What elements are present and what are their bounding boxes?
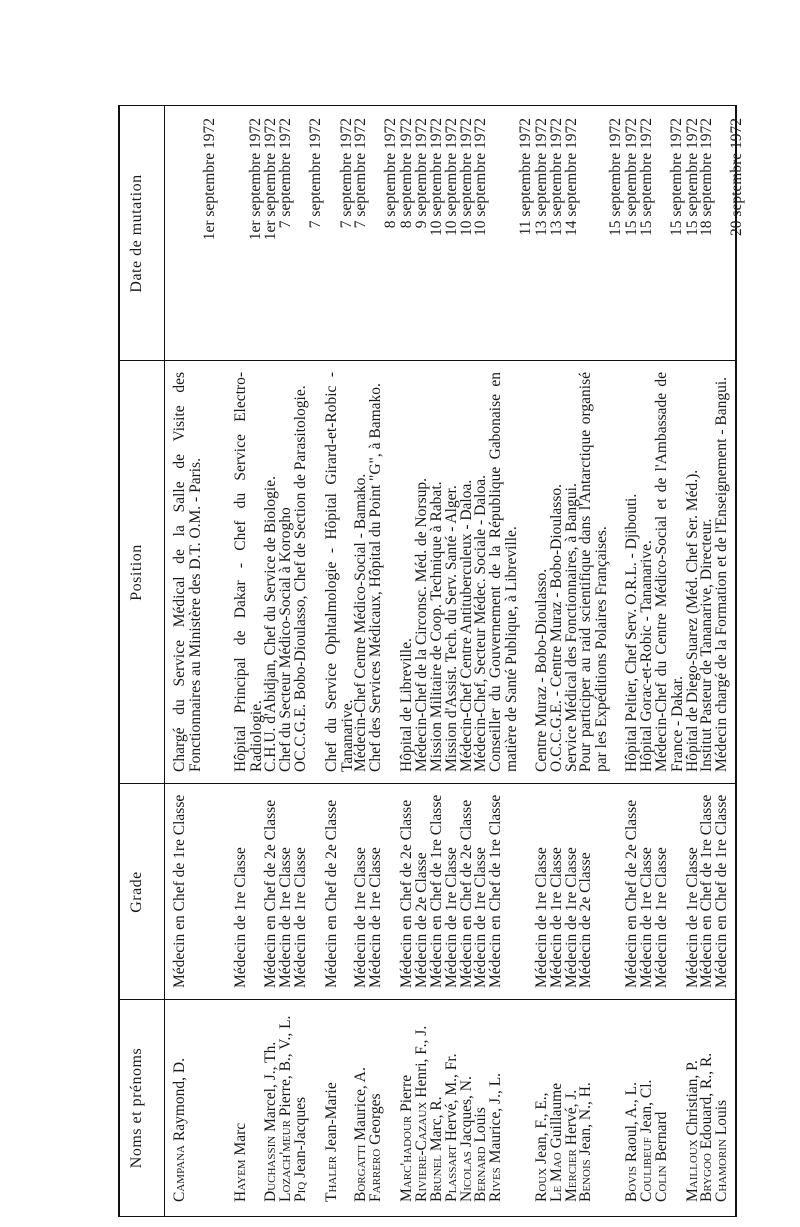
surname: Duchassin xyxy=(262,1135,279,1202)
given-names: Edouard, R., R. xyxy=(698,1052,715,1154)
given-names: Hervé, J. xyxy=(563,1089,580,1150)
given-names: Christian, P. xyxy=(684,1060,701,1140)
row-name xyxy=(488,1073,504,1202)
row-grade: Médecin de 1re Classe xyxy=(232,847,249,988)
surname: Mailloux xyxy=(684,1139,701,1202)
given-names: Jean, F., E., xyxy=(533,1092,550,1168)
surname: Plassart xyxy=(443,1145,460,1202)
given-names: Jean-Jacques xyxy=(292,1096,309,1182)
row-position: Médecin-Chef Centre Médico-Social - Bamako. xyxy=(352,473,369,772)
surname: Farrero xyxy=(367,1148,384,1202)
given-names: Raymond, D. xyxy=(171,1058,188,1145)
row-position: Conseiller du Gouvernement de la République Gabonaise en matière de Santé Publique, à Libreville. xyxy=(487,372,521,772)
given-names: Marc xyxy=(232,1122,249,1160)
row-name xyxy=(293,1097,309,1202)
given-names: Jean, N., H. xyxy=(577,1082,594,1160)
surname: Nicolas xyxy=(458,1151,475,1202)
row-grade: Médecin de 1re Classe xyxy=(563,847,580,988)
row-date: 15 septembre 1972 xyxy=(607,118,624,236)
row-name xyxy=(368,1094,384,1203)
surname: Campana xyxy=(171,1144,188,1202)
given-names: Jean-Marie xyxy=(323,1082,340,1156)
column-divider xyxy=(120,360,735,361)
given-names: Guillaume xyxy=(548,1082,565,1153)
row-date: 15 septembre 1972 xyxy=(684,118,701,236)
surname: Mercier xyxy=(563,1149,580,1202)
given-names: Hervé, M., Fr. xyxy=(443,1053,460,1146)
row-date: 13 septembre 1972 xyxy=(548,118,565,236)
row-date: 18 septembre 1972 xyxy=(698,118,715,236)
given-names: Louis xyxy=(472,1107,489,1147)
mutation-table xyxy=(118,105,745,1217)
row-position: Service Médical des Fonctionnaires, à Bangui. xyxy=(563,483,580,772)
row-date: 9 septembre 1972 xyxy=(413,118,430,229)
header-grade: Grade xyxy=(128,871,145,913)
row-position: Hôpital Gorac-et-Robic - Tananarive. xyxy=(638,540,655,772)
row-grade: Médecin en Chef de 1re Classe xyxy=(171,794,188,988)
header-rule xyxy=(164,106,165,1216)
row-grade: Médecin de 1re Classe xyxy=(548,847,565,988)
row-grade: Médecin de 1re Classe xyxy=(277,847,294,988)
given-names: Marc, R. xyxy=(428,1096,445,1155)
row-name xyxy=(654,1112,670,1202)
surname: Hayem xyxy=(232,1159,249,1202)
row-date: 10 septembre 1972 xyxy=(458,118,475,236)
row-position: Mission d'Assist. Tech. du Serv. Santé - Alger. xyxy=(443,485,460,772)
row-position: Hôpital Peltier, Chef Serv. O.R.L. - Djibouti. xyxy=(623,493,640,772)
row-name xyxy=(714,1100,730,1202)
column-divider xyxy=(120,999,735,1000)
row-date: 13 septembre 1972 xyxy=(533,118,550,236)
surname: Coulibeuf xyxy=(638,1137,655,1202)
row-grade: Médecin en Chef de 2e Classe xyxy=(323,799,340,988)
row-date: 1er septembre 1972 xyxy=(247,118,264,241)
given-names: Jacques, N. xyxy=(458,1076,475,1152)
surname: Bernard xyxy=(472,1146,489,1202)
row-date: 7 septembre 1972 xyxy=(277,118,294,229)
row-date: 10 septembre 1972 xyxy=(443,118,460,236)
surname: Piq xyxy=(292,1181,309,1202)
given-names: Marcel, J., Th. xyxy=(262,1041,279,1136)
row-position: Mission Militaire de Coop. Technique à Rabat. xyxy=(428,481,445,772)
row-position: Médecin-Chef, Secteur Médec. Sociale - Daloa. xyxy=(472,475,489,772)
given-names: Henri, F., J. xyxy=(413,1025,430,1102)
given-names: Pierre, B., V., L. xyxy=(277,1015,294,1121)
given-names: Maurice, J., L. xyxy=(487,1072,504,1168)
row-grade: Médecin en Chef de 2e Classe xyxy=(623,799,640,988)
row-position: C.H.U. d'Abidjan, Chef du Service de Biologie. xyxy=(262,476,279,772)
row-date: 10 septembre 1972 xyxy=(472,118,489,236)
row-grade: Médecin en Chef de 1re Classe xyxy=(428,794,445,988)
header-names: Noms et prénoms xyxy=(128,1047,145,1169)
surname: Lozach'meur xyxy=(277,1120,294,1202)
header-date: Date de mutation xyxy=(128,174,145,293)
column-divider xyxy=(120,783,735,784)
row-grade: Médecin de 1re Classe xyxy=(367,847,384,988)
row-grade: Médecin en Chef de 2e Classe xyxy=(262,799,279,988)
row-position: Médecin-Chef Centre Antituberculeux - Daloa. xyxy=(458,479,475,772)
row-date: 11 septembre 1972 xyxy=(517,118,534,236)
surname: Roux xyxy=(533,1167,550,1202)
row-grade: Médecin de 1re Classe xyxy=(472,847,489,988)
row-position: Centre Muraz - Bobo-Dioulasso. xyxy=(533,568,550,772)
row-grade: Médecin en Chef de 2e Classe xyxy=(458,799,475,988)
row-date: 15 septembre 1972 xyxy=(668,118,685,236)
given-names: Pierre xyxy=(398,1074,415,1116)
row-grade: Médecin de 1re Classe xyxy=(684,847,701,988)
row-name xyxy=(578,1082,594,1202)
row-grade: Médecin de 1re Classe xyxy=(292,847,309,988)
given-names: Louis xyxy=(713,1099,730,1140)
row-grade: Médecin de 1re Classe xyxy=(653,847,670,988)
surname: Thaler xyxy=(323,1155,340,1202)
given-names: Raoul, A., L. xyxy=(623,1082,640,1166)
row-grade: Médecin de 1re Classe xyxy=(352,847,369,988)
row-position: Médecin-Chef du Centre Médico-Social et de l'Ambassade de France - Dakar. xyxy=(653,372,687,772)
row-date: 15 septembre 1972 xyxy=(638,118,655,236)
row-grade: Médecin de 2e Classe xyxy=(577,852,594,988)
row-grade: Médecin de 1re Classe xyxy=(533,847,550,988)
row-grade: Médecin en Chef de 1re Classe xyxy=(713,794,730,988)
row-grade: Médecin de 1re Classe xyxy=(638,847,655,988)
row-position: Chef des Services Médicaux, Hôpital du Point "G", à Bamako. xyxy=(367,383,384,772)
surname: Riviere-Cazaux xyxy=(413,1101,430,1202)
row-grade: Médecin en Chef de 1re Classe xyxy=(487,794,504,988)
row-position: O.C.C.G.E. - Centre Muraz - Bobo-Dioulasso. xyxy=(548,484,565,772)
row-date: 7 septembre 1972 xyxy=(352,118,369,229)
row-position: Institut Pasteur de Tananarive, Directeur. xyxy=(698,518,715,772)
surname: Marc'hadour xyxy=(398,1115,415,1202)
row-position: Hôpital de Libreville. xyxy=(398,638,415,772)
row-position: Hôpital Principal de Dakar - Chef du Service Electro-Radiologie. xyxy=(232,372,266,772)
row-position: Médecin-Chef de la Circonsc. Méd. de Norsup. xyxy=(413,478,430,772)
row-position: Hôpital de Diego-Suarez (Méd. Chef Ser. Méd.). xyxy=(684,469,701,772)
row-date: 8 septembre 1972 xyxy=(382,118,399,229)
row-date: 14 septembre 1972 xyxy=(563,118,580,236)
row-grade: Médecin de 2e Classe xyxy=(413,852,430,988)
given-names: Georges xyxy=(367,1093,384,1149)
row-date: 8 septembre 1972 xyxy=(398,118,415,229)
surname: Brunel xyxy=(428,1154,445,1202)
row-grade: Médecin en Chef de 1re Classe xyxy=(698,794,715,988)
surname: Brygoo xyxy=(698,1153,715,1202)
row-date: 10 septembre 1972 xyxy=(428,118,445,236)
surname: Rives xyxy=(487,1167,504,1202)
surname: Chamorin xyxy=(713,1139,730,1202)
row-grade: Médecin en Chef de 2e Classe xyxy=(398,799,415,988)
row-date: 7 septembre 1972 xyxy=(338,118,355,229)
row-date: 7 septembre 1972 xyxy=(307,118,324,229)
row-position: Chargé du Service Médical de la Salle de Visite des Fonctionnaires au Ministère des D.T. O.M. - Paris. xyxy=(171,372,205,772)
surname: Borgatti xyxy=(352,1144,369,1202)
row-position: Pour participer au raid scientifique dans l'Antarctique organisé par les Expéditions Polaires Françaises. xyxy=(577,372,611,772)
row-position: Chef du Secteur Médico-Social à Korogho xyxy=(277,507,294,772)
row-position: Chef du Service Ophtalmologie - Hôpital Girard-et-Robic - Tananarive. xyxy=(323,372,357,772)
row-name xyxy=(233,1123,249,1202)
given-names: Jean, Cl. xyxy=(638,1079,655,1138)
surname: Le Mao xyxy=(548,1152,565,1202)
row-date: 20 septembre 1972 xyxy=(728,118,745,236)
row-name xyxy=(172,1058,188,1202)
header-position: Position xyxy=(128,544,145,601)
surname: Colin xyxy=(653,1165,670,1202)
given-names: Bernard xyxy=(653,1111,670,1166)
row-date: 1er septembre 1972 xyxy=(262,118,279,241)
row-date: 1er septembre 1972 xyxy=(201,118,218,241)
given-names: Maurice, A. xyxy=(352,1067,369,1145)
row-name xyxy=(324,1082,340,1202)
row-position: OC.C.G.E. Bobo-Dioulasso, Chef de Section de Parasitologie. xyxy=(292,385,309,772)
row-grade: Médecin de 1re Classe xyxy=(443,847,460,988)
surname: Bovis xyxy=(623,1165,640,1202)
row-date: 15 septembre 1972 xyxy=(623,118,640,236)
surname: Benois xyxy=(577,1159,594,1202)
row-position: Médecin chargé de la Formation et de l'Enseignement - Bangui. xyxy=(713,376,730,772)
